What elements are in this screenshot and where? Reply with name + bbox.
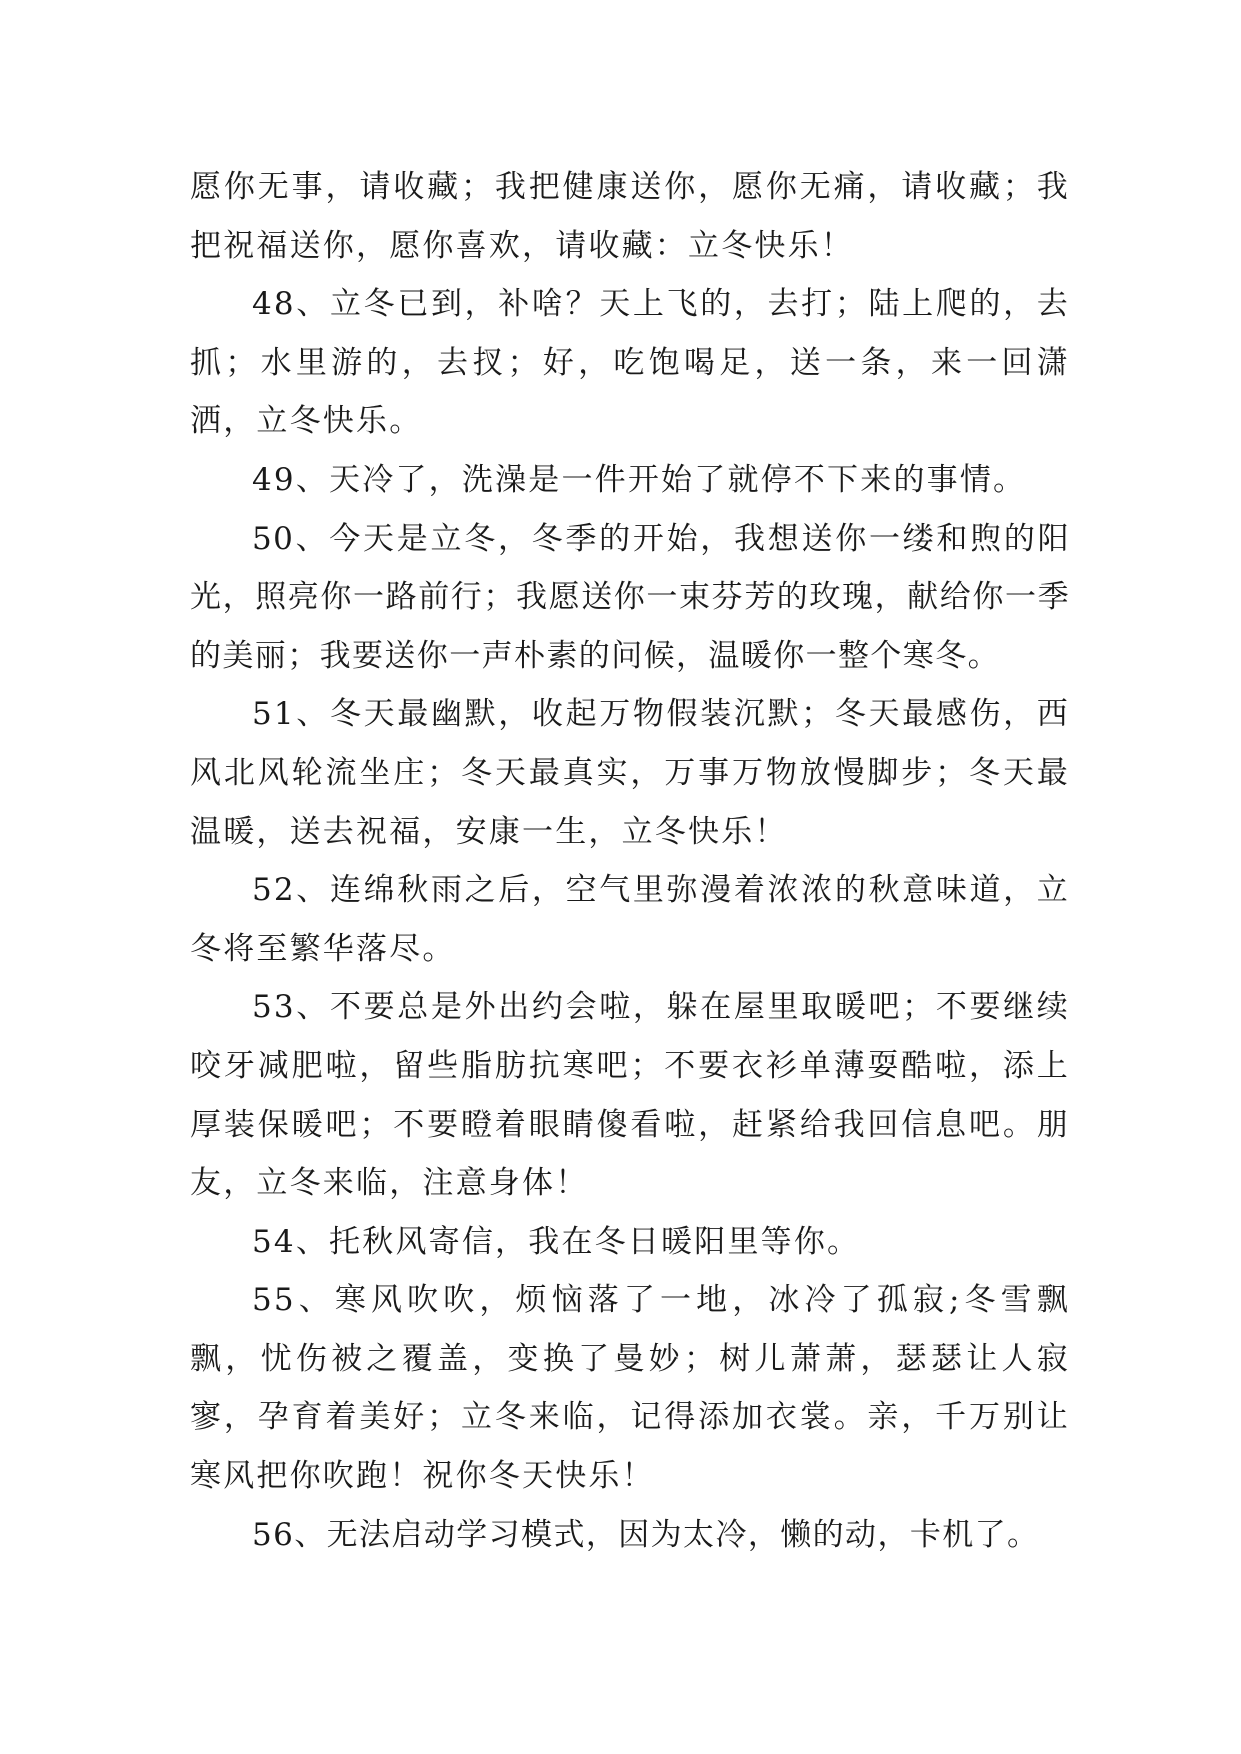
paragraph-56: 56、无法启动学习模式，因为太冷，懒的动，卡机了。 [252,1516,1040,1553]
paragraph-53: 53、不要总是外出约会啦，躲在屋里取暖吧；不要继续咬牙减肥啦，留些脂肪抗寒吧；不要衣衫单薄耍酷啦，添上厚装保暖吧；不要瞪着眼睛傻看啦，赶紧给我回信息吧。朋友，立冬来临，注意身体！ [190,989,1070,1202]
paragraph-55: 55、寒风吹吹，烦恼落了一地，冰冷了孤寂;冬雪飘飘，忧伤被之覆盖，变换了曼妙；树儿萧萧，瑟瑟让人寂寥，孕育着美好；立冬来临，记得添加衣裳。亲，千万别让寒风把你吹跑！祝你冬天快乐！ [190,1282,1070,1495]
document-body [190,158,1070,1564]
paragraph-49: 49、天冷了，洗澡是一件开始了就停不下来的事情。 [252,461,1027,498]
paragraph-47-continuation: 愿你无事，请收藏；我把健康送你，愿你无痛，请收藏；我把祝福送你，愿你喜欢，请收藏：立冬快乐！ [190,169,1070,264]
paragraph-51: 51、冬天最幽默，收起万物假装沉默；冬天最感伤，西风北风轮流坐庄；冬天最真实，万事万物放慢脚步；冬天最温暖，送去祝福，安康一生，立冬快乐！ [190,696,1070,850]
paragraph-52: 52、连绵秋雨之后，空气里弥漫着浓浓的秋意味道，立冬将至繁华落尽。 [190,872,1070,967]
paragraph-50: 50、今天是立冬，冬季的开始，我想送你一缕和煦的阳光，照亮你一路前行；我愿送你一束芬芳的玫瑰，献给你一季的美丽；我要送你一声朴素的问候，温暖你一整个寒冬。 [190,520,1070,674]
paragraph-48: 48、立冬已到，补啥？天上飞的，去打；陆上爬的，去抓；水里游的，去扠；好，吃饱喝足，送一条，来一回潇洒，立冬快乐。 [190,286,1070,440]
paragraph-54: 54、托秋风寄信，我在冬日暖阳里等你。 [252,1223,861,1260]
